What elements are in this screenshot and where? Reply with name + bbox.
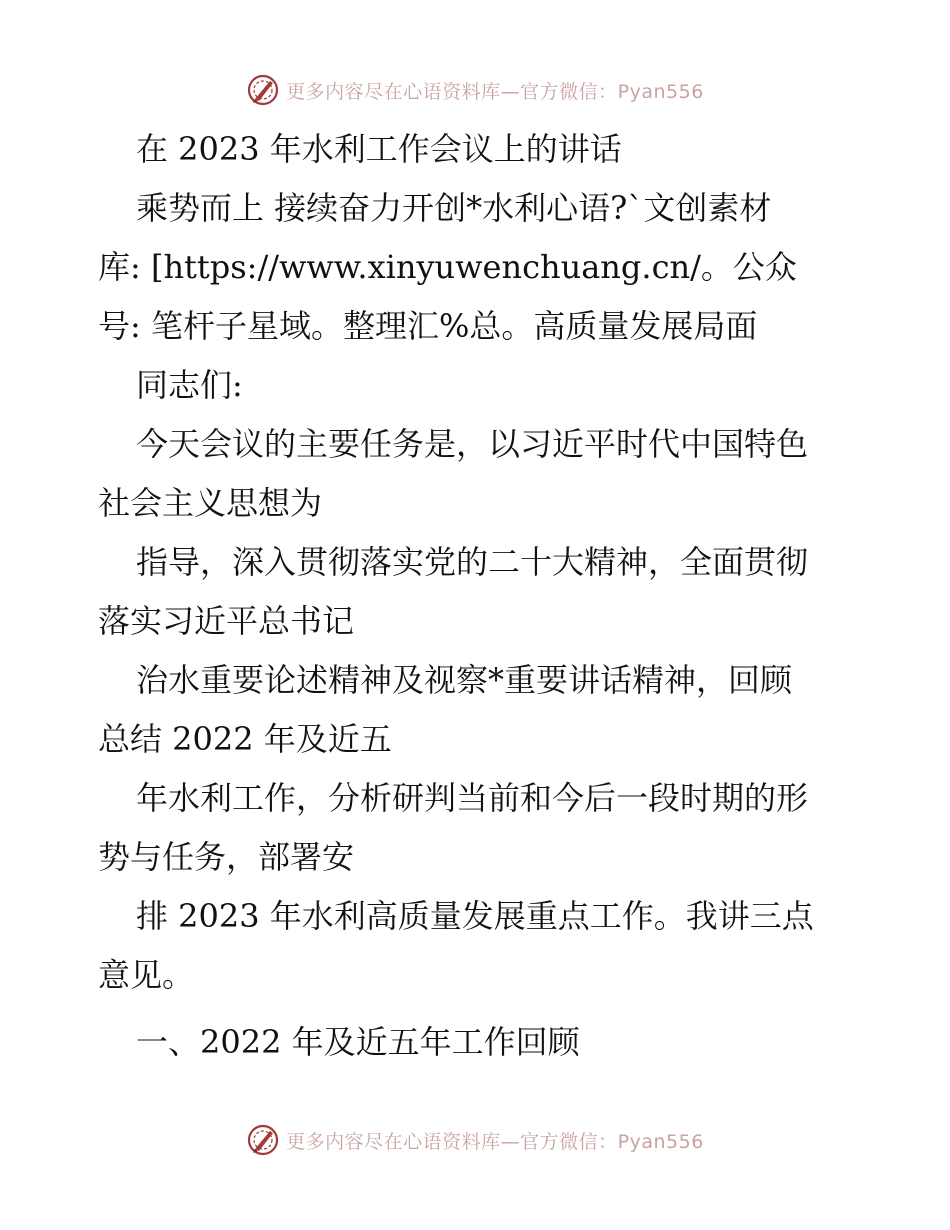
salutation: 同志们: bbox=[136, 366, 243, 404]
paragraph-line: 今天会议的主要任务是，以习近平时代中国特色 bbox=[136, 425, 809, 463]
paragraph-line: 治水重要论述精神及视察*重要讲话精神，回顾 bbox=[136, 661, 793, 699]
watermark-banner-bottom bbox=[0, 1120, 950, 1160]
watermark-label: 更多内容尽在心语资料库—官方微信： bbox=[286, 1130, 618, 1153]
paragraph-line: 号: 笔杆子星域。整理汇%总。高质量发展局面 bbox=[98, 307, 758, 345]
watermark-wechat-id: Pyan556 bbox=[617, 1130, 704, 1153]
paragraph-line: 落实习近平总书记 bbox=[98, 602, 355, 640]
watermark-text bbox=[286, 1127, 704, 1154]
quill-pen-logo-icon bbox=[246, 73, 280, 107]
paragraph-line: 年水利工作，分析研判当前和今后一段时期的形 bbox=[136, 779, 809, 817]
paragraph-line: 意见。 bbox=[98, 956, 195, 994]
section-heading: 一、2022 年及近五年工作回顾 bbox=[136, 1023, 580, 1061]
paragraph-line: 指导，深入贯彻落实党的二十大精神，全面贯彻 bbox=[136, 543, 809, 581]
paragraph-line: 势与任务，部署安 bbox=[98, 838, 355, 876]
paragraph-line: 总结 2022 年及近五 bbox=[98, 720, 392, 758]
paragraph-line: 排 2023 年水利高质量发展重点工作。我讲三点 bbox=[136, 897, 814, 935]
watermark-label: 更多内容尽在心语资料库—官方微信： bbox=[286, 80, 618, 103]
paragraph-line: 社会主义思想为 bbox=[98, 484, 323, 522]
paragraph-line: 库: [https://www.xinyuwenchuang.cn/。公众 bbox=[98, 248, 797, 286]
watermark-text bbox=[286, 77, 704, 104]
watermark-wechat-id: Pyan556 bbox=[617, 80, 704, 103]
paragraph-line: 乘势而上 接续奋力开创*水利心语?`文创素材 bbox=[136, 189, 772, 227]
quill-pen-logo-icon bbox=[246, 1123, 280, 1157]
document-body bbox=[98, 120, 858, 1072]
document-title: 在 2023 年水利工作会议上的讲话 bbox=[136, 130, 622, 168]
watermark-banner-top bbox=[0, 70, 950, 110]
